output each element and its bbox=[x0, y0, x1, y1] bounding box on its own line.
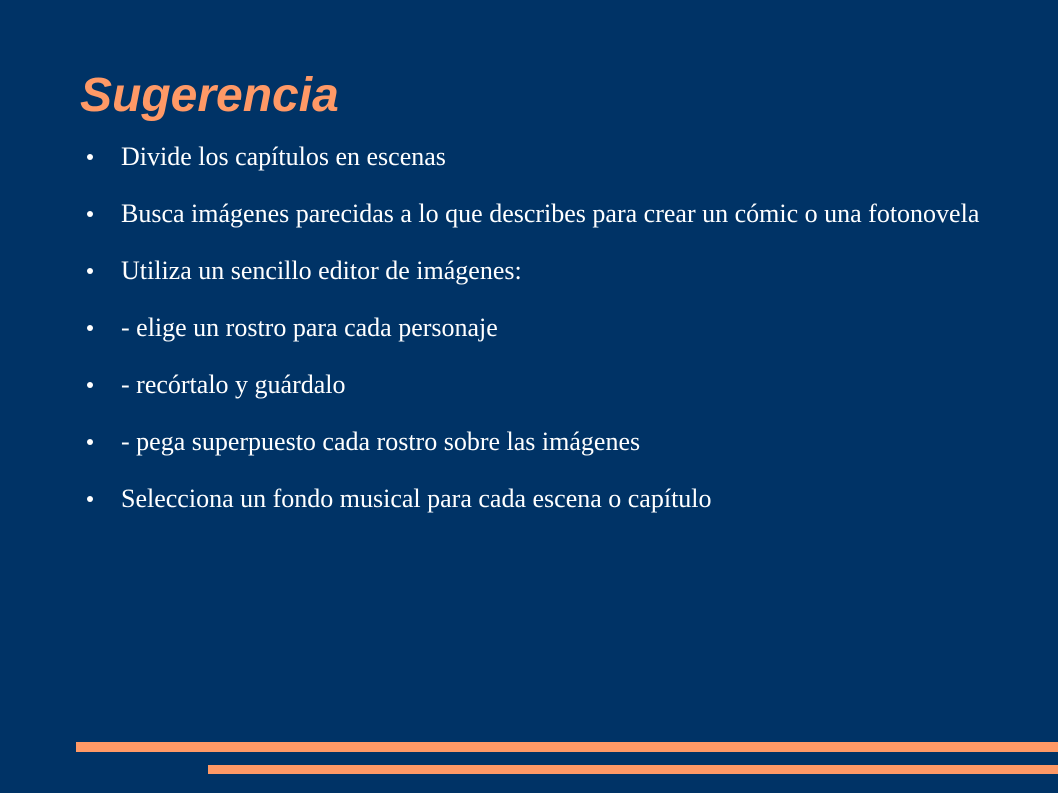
bullet-item bbox=[84, 423, 1004, 460]
bullet-dot-icon bbox=[87, 268, 93, 274]
bullet-text: - elige un rostro para cada personaje bbox=[121, 313, 498, 342]
bullet-dot-icon bbox=[87, 325, 93, 331]
bullet-item bbox=[84, 309, 1004, 346]
bullet-dot-icon bbox=[87, 382, 93, 388]
bullet-text: Utiliza un sencillo editor de imágenes: bbox=[121, 256, 522, 285]
bullet-dot-icon bbox=[87, 154, 93, 160]
bullet-text: Divide los capítulos en escenas bbox=[121, 142, 446, 171]
bullet-item bbox=[84, 480, 1004, 517]
bullet-dot-icon bbox=[87, 439, 93, 445]
bullet-text: Busca imágenes parecidas a lo que describes para crear un cómic o una fotonovela bbox=[121, 199, 980, 228]
bullet-item bbox=[84, 195, 1004, 232]
bullet-text: - pega superpuesto cada rostro sobre las imágenes bbox=[121, 427, 641, 456]
decorative-bar-bottom bbox=[208, 765, 1058, 774]
bullet-text: Selecciona un fondo musical para cada escena o capítulo bbox=[121, 484, 712, 513]
bullet-item bbox=[84, 138, 1004, 175]
slide-title: Sugerencia bbox=[80, 69, 339, 122]
bullet-text: - recórtalo y guárdalo bbox=[121, 370, 346, 399]
bullet-dot-icon bbox=[87, 496, 93, 502]
bullet-dot-icon bbox=[87, 211, 93, 217]
decorative-bar-top bbox=[76, 742, 1058, 752]
bullet-item bbox=[84, 366, 1004, 403]
bullet-item bbox=[84, 252, 1004, 289]
bullet-list bbox=[84, 138, 1004, 537]
